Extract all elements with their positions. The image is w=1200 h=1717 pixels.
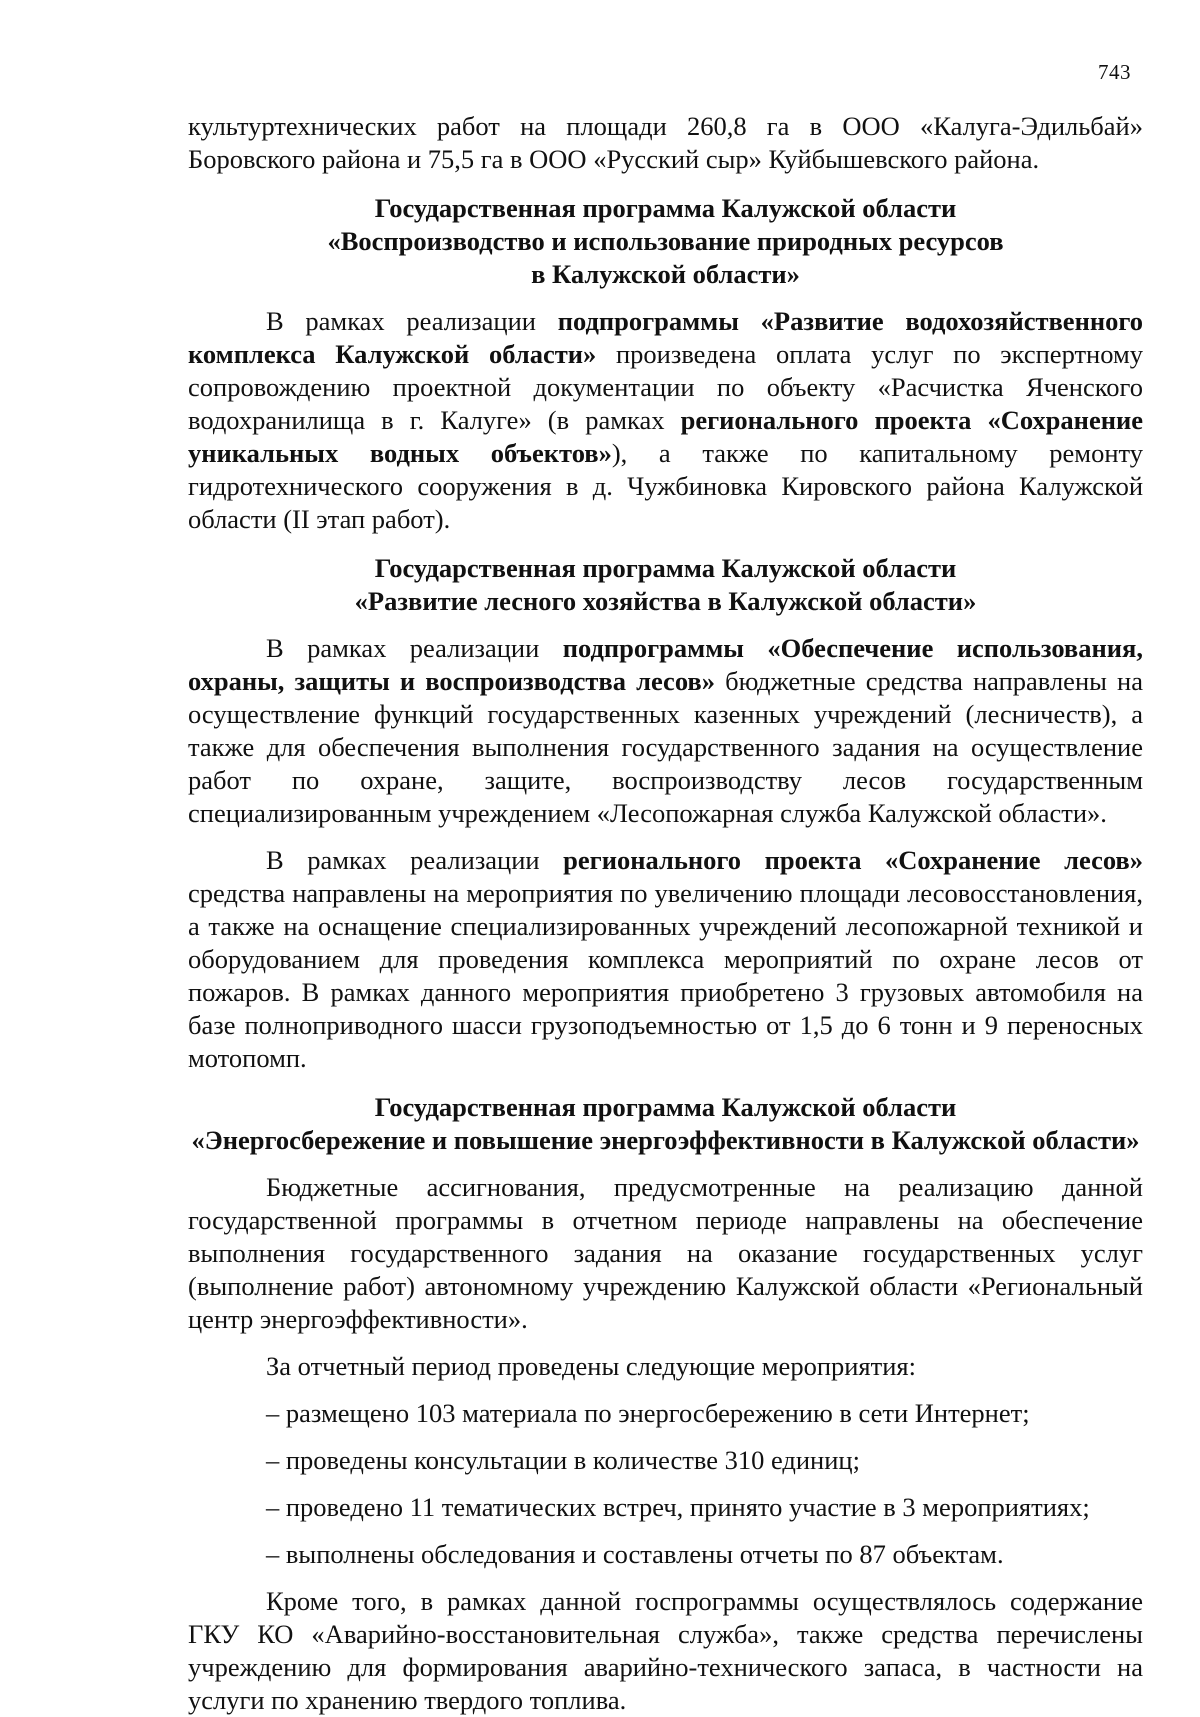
intro-paragraph: культуртехнических работ на площади 260,8 га в ООО «Калуга-Эдильбай» Боровского района и 75,5 га в ООО «Русский сыр» Куйбышевского района. — [188, 111, 1143, 174]
document-body — [188, 110, 1143, 1717]
heading-line: «Воспроизводство и использование природных ресурсов — [327, 226, 1004, 256]
page-number: 743 — [1098, 60, 1131, 84]
text-run: В рамках реализации — [266, 633, 563, 663]
text-run: бюджетные средства направлены на осуществление функций государственных казенных учреждений (лесничеств), а также для обеспечения выполнения государственного задания на осуществление работ по охране, защите, воспроизводству лесов государственным специализированным учреждением «Лесопожарная служба Калужской области». — [188, 666, 1143, 828]
list-item: – проведены консультации в количестве 310 единиц; — [266, 1445, 860, 1475]
paragraph-forest-protection — [188, 632, 1143, 830]
text-run: произведена оплата услуг по экспертному сопровождению проектной документации по объекту «Расчистка Яченского водохранилища в г. Калуге» (в рамках — [188, 339, 1143, 435]
bold-project-name: регионального проекта «Сохранение уникальных водных объектов» — [188, 405, 1144, 468]
section-heading-forestry — [188, 552, 1143, 618]
paragraph-forest-project — [188, 844, 1143, 1075]
activities-list — [188, 1397, 1143, 1571]
heading-line: Государственная программа Калужской области — [374, 193, 957, 223]
text-run: В рамках реализации — [266, 845, 564, 875]
bold-subprogram-name: подпрограммы «Развитие водохозяйственного комплекса Калужской области» — [188, 306, 1143, 369]
text-run: ), а также по капитальному ремонту гидротехнического сооружения в д. Чужбиновка Кировского района Калужской области (II этап работ). — [188, 438, 1143, 534]
paragraph-energy-budget: Бюджетные ассигнования, предусмотренные на реализацию данной государственной программы в отчетном периоде направлены на обеспечение выполнения государственного задания на оказание государственных услуг (выполнение работ) автономному учреждению Калужской области «Региональный центр энергоэффективности». — [188, 1172, 1143, 1334]
bold-subprogram-name: подпрограммы «Обеспечение использования, охраны, защиты и воспроизводства лесов» — [188, 633, 1143, 696]
list-item: – выполнены обследования и составлены отчеты по 87 объектам. — [266, 1539, 1004, 1569]
paragraph-water-management — [188, 305, 1143, 536]
heading-line: Государственная программа Калужской области — [374, 1092, 957, 1122]
heading-line: в Калужской области» — [531, 259, 800, 289]
text-run: средства направлены на мероприятия по увеличению площади лесовосстановления, а также на оснащение специализированных учреждений лесопожарной техникой и оборудованием для проведения комплекса мероприятий по охране лесов от пожаров. В рамках данного мероприятия приобретено 3 грузовых автомобиля на базе полноприводного шасси грузоподъемностью от 1,5 до 6 тонн и 9 переносных мотопомп. — [188, 878, 1143, 1073]
heading-line: «Энергосбережение и повышение энергоэффективности в Калужской области» — [191, 1125, 1140, 1155]
heading-line: Государственная программа Калужской области — [374, 553, 957, 583]
list-item: – проведено 11 тематических встреч, принято участие в 3 мероприятиях; — [266, 1492, 1090, 1522]
section-heading-natural-resources — [188, 192, 1143, 291]
bold-project-name: регионального проекта «Сохранение лесов» — [563, 845, 1143, 875]
section-heading-energy — [188, 1091, 1143, 1157]
text-run: В рамках реализации — [266, 306, 558, 336]
heading-line: «Развитие лесного хозяйства в Калужской области» — [354, 586, 977, 616]
paragraph-emergency-service: Кроме того, в рамках данной госпрограммы осуществлялось содержание ГКУ КО «Аварийно-восстановительная служба», также средства перечислены учреждению для формирования аварийно-технического запаса, в частности на услуги по хранению твердого топлива. — [188, 1586, 1143, 1715]
list-item: – размещено 103 материала по энергосбережению в сети Интернет; — [266, 1398, 1030, 1428]
paragraph-activities-intro: За отчетный период проведены следующие мероприятия: — [266, 1351, 916, 1381]
